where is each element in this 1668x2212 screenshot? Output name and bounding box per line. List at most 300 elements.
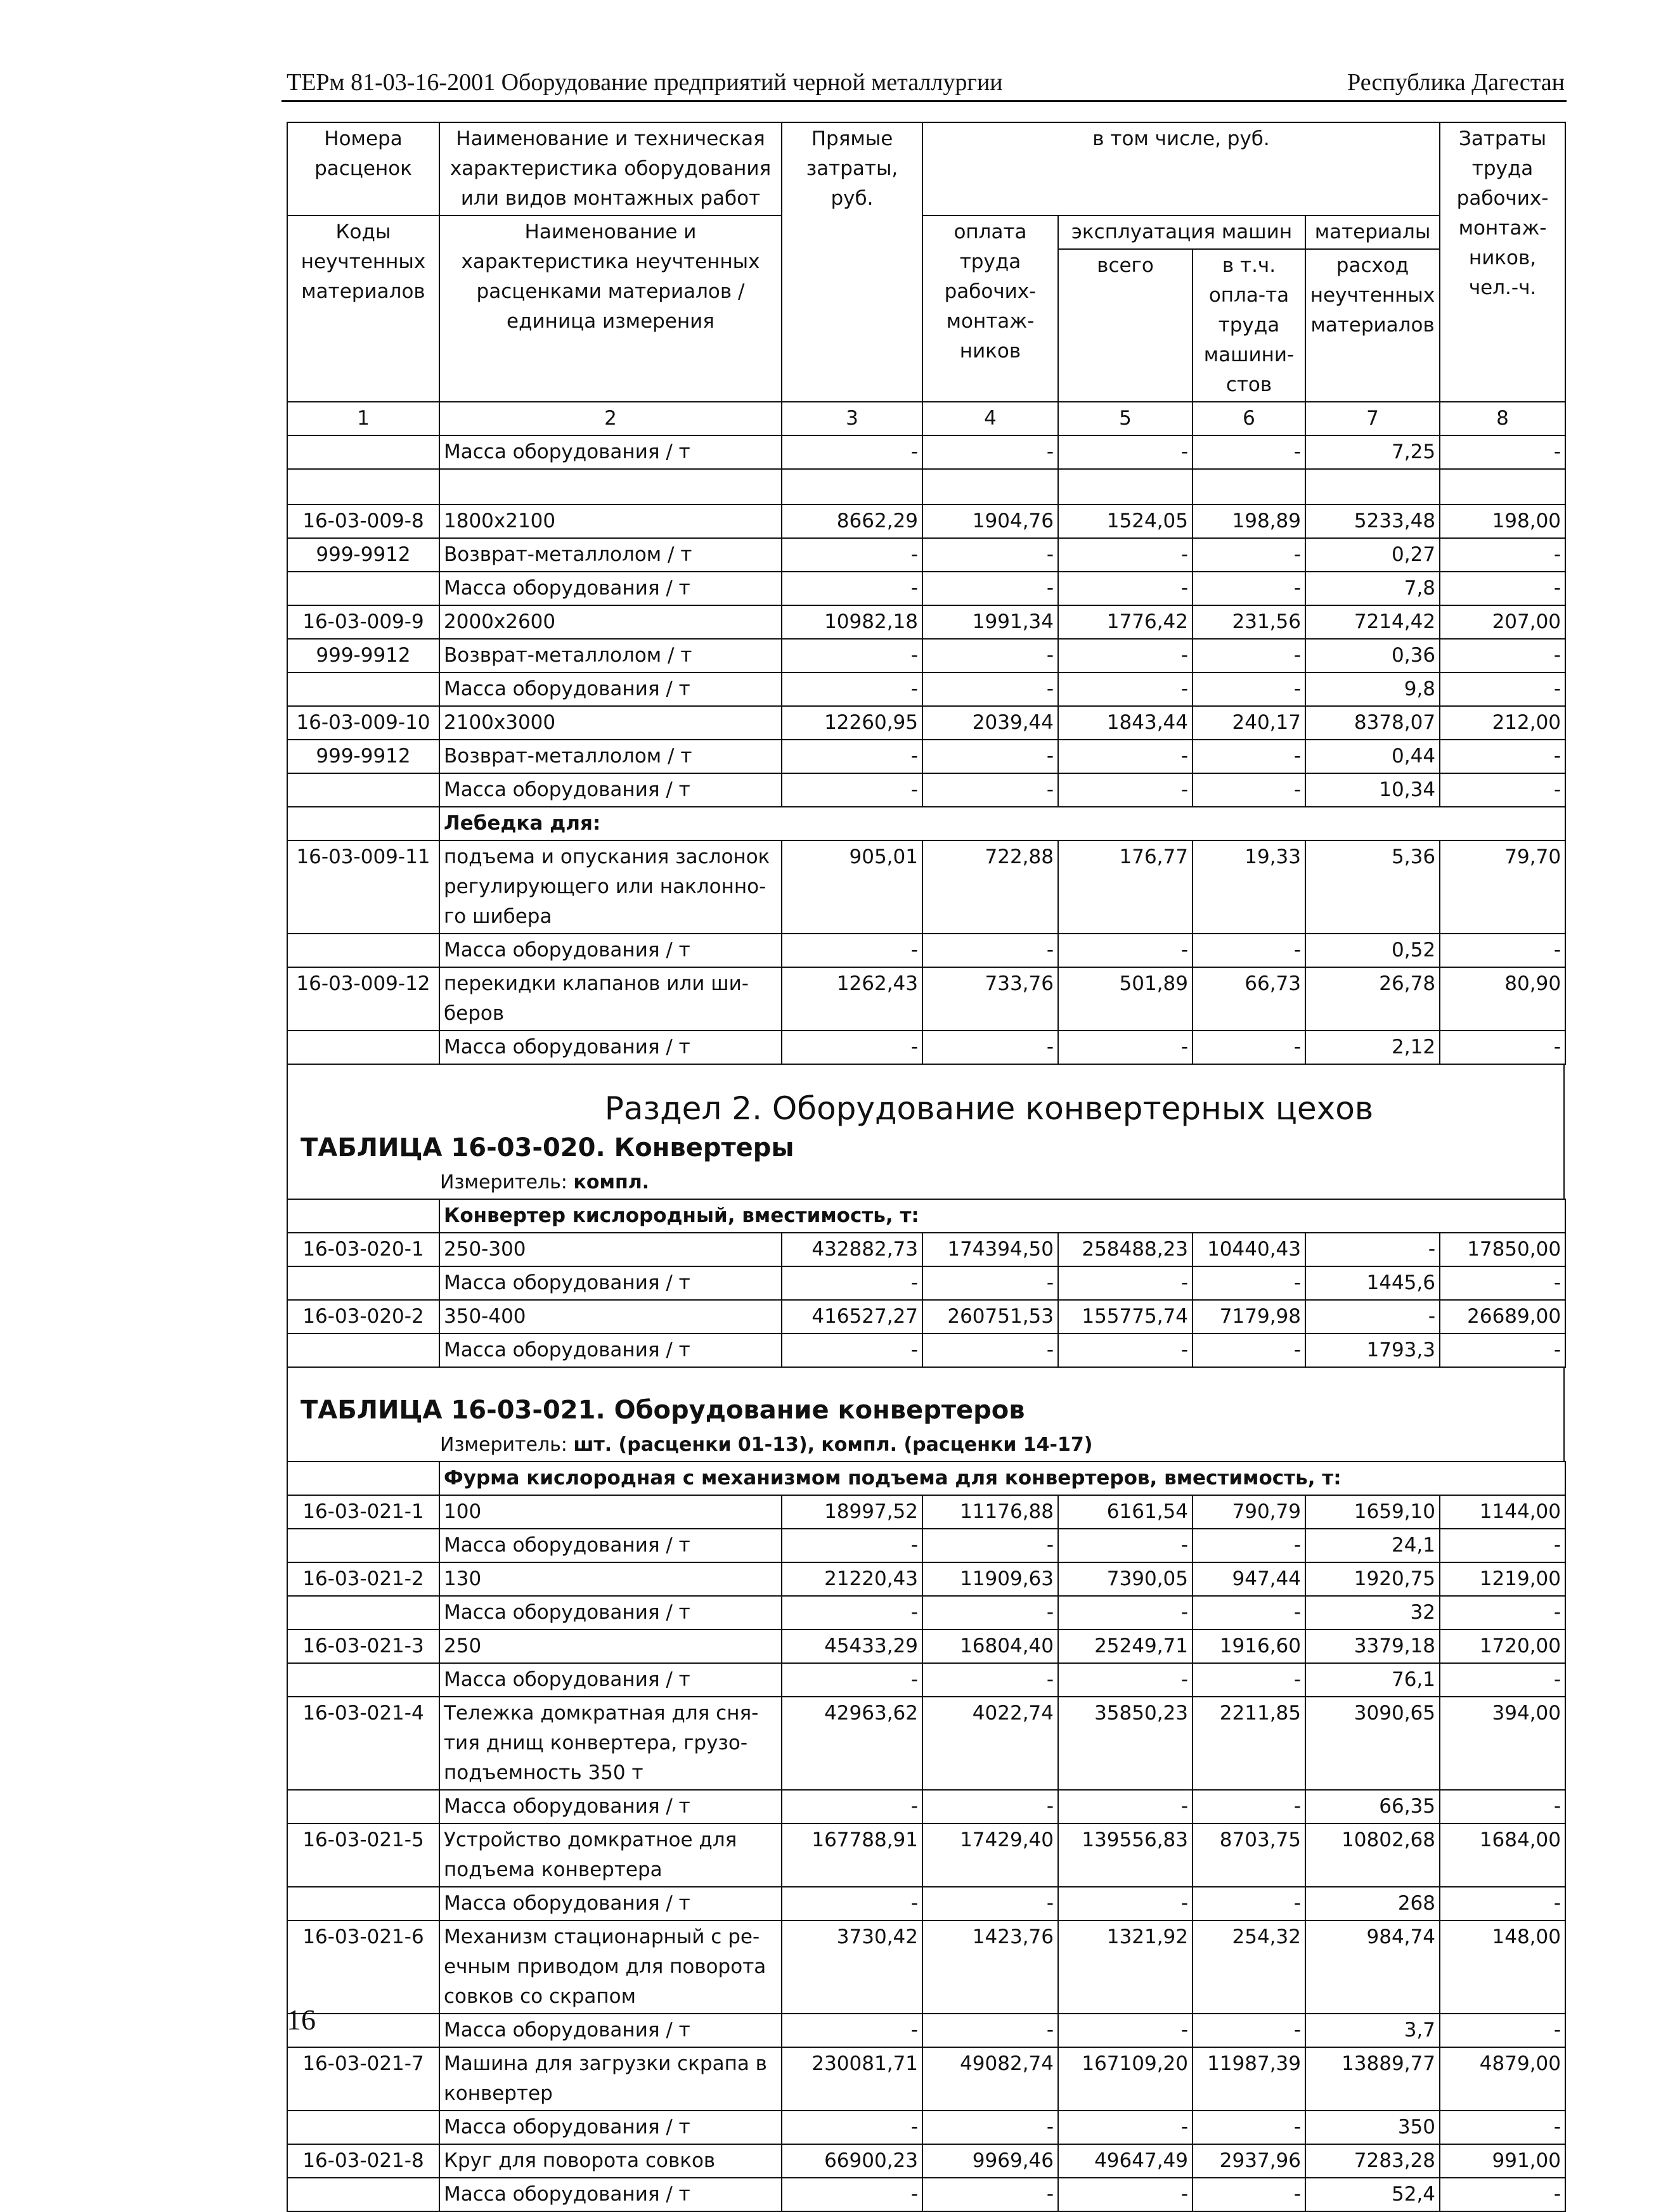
machine-total-value: - <box>1058 1596 1193 1630</box>
materials-value: 7283,28 <box>1305 2144 1440 2178</box>
item-name: Масса оборудования / т <box>439 435 782 469</box>
section-title: Раздел 2. Оборудование конвертерных цехов <box>604 1090 1374 1127</box>
labor-hours-value: - <box>1440 2014 1565 2047</box>
labor-pay-value: 733,76 <box>922 967 1058 1031</box>
header-row-1 <box>287 122 1565 215</box>
rate-code: 16-03-021-4 <box>287 1697 439 1790</box>
direct-costs-value: 8662,29 <box>782 505 922 538</box>
item-name: Механизм стационарный с ре- ечным приводом для поворота совков со скрапом <box>439 1920 782 2014</box>
labor-hours-value: - <box>1440 1596 1565 1630</box>
rate-code <box>287 1266 439 1300</box>
labor-hours-value: - <box>1440 934 1565 967</box>
header-direct-costs: Прямые затраты, руб. <box>782 122 922 402</box>
table-row <box>287 773 1565 807</box>
spacer-cell <box>1058 469 1193 505</box>
machine-labor-value: - <box>1193 934 1305 967</box>
rate-code: 999-9912 <box>287 639 439 672</box>
machine-labor-value: - <box>1193 1334 1305 1367</box>
machine-labor-value: 231,56 <box>1193 605 1305 639</box>
item-name: Масса оборудования / т <box>439 934 782 967</box>
subheading-text: Конвертер кислородный, вместимость, т: <box>439 1199 1565 1233</box>
labor-hours-value: - <box>1440 1529 1565 1562</box>
direct-costs-value: - <box>782 1266 922 1300</box>
item-name: 1800x2100 <box>439 505 782 538</box>
labor-pay-value: 11176,88 <box>922 1495 1058 1529</box>
table-row <box>287 572 1565 605</box>
machine-labor-value: 1916,60 <box>1193 1630 1305 1663</box>
item-name: 100 <box>439 1495 782 1529</box>
table-title-16-03-020: ТАБЛИЦА 16-03-020. Конвертеры <box>301 1133 794 1162</box>
direct-costs-value: 1262,43 <box>782 967 922 1031</box>
rate-code: 16-03-021-3 <box>287 1630 439 1663</box>
machine-labor-value: 66,73 <box>1193 967 1305 1031</box>
labor-pay-value: 11909,63 <box>922 1562 1058 1596</box>
header-machine-ops: эксплуатация машин <box>1058 215 1305 249</box>
rate-code <box>287 435 439 469</box>
header-name-equipment: Наименование и техническая характеристика оборудования или видов монтажных работ <box>439 122 782 215</box>
direct-costs-value: - <box>782 572 922 605</box>
labor-pay-value: 4022,74 <box>922 1697 1058 1790</box>
machine-labor-value: 11987,39 <box>1193 2047 1305 2111</box>
labor-hours-value: - <box>1440 1887 1565 1920</box>
item-name: Возврат-металлолом / т <box>439 740 782 773</box>
materials-value: 7214,42 <box>1305 605 1440 639</box>
labor-hours-value: - <box>1440 538 1565 572</box>
item-name: Масса оборудования / т <box>439 1334 782 1367</box>
labor-hours-value: 17850,00 <box>1440 1233 1565 1266</box>
direct-costs-value: 66900,23 <box>782 2144 922 2178</box>
labor-hours-value: 148,00 <box>1440 1920 1565 2014</box>
rate-code: 16-03-009-11 <box>287 840 439 934</box>
item-name: Масса оборудования / т <box>439 2014 782 2047</box>
labor-hours-value: - <box>1440 1663 1565 1697</box>
labor-hours-value: - <box>1440 740 1565 773</box>
column-number: 6 <box>1193 402 1305 435</box>
materials-value: 5233,48 <box>1305 505 1440 538</box>
labor-pay-value: - <box>922 435 1058 469</box>
machine-total-value: - <box>1058 435 1193 469</box>
header-rule <box>281 100 1567 102</box>
machine-total-value: - <box>1058 639 1193 672</box>
labor-pay-value: - <box>922 2178 1058 2211</box>
direct-costs-value: 905,01 <box>782 840 922 934</box>
labor-pay-value: 174394,50 <box>922 1233 1058 1266</box>
machine-total-value: 501,89 <box>1058 967 1193 1031</box>
item-name: Устройство домкратное для подъема конвертера <box>439 1823 782 1887</box>
rates-table-16-03-020 <box>287 1199 1566 1368</box>
machine-total-value: 35850,23 <box>1058 1697 1193 1790</box>
item-name: 2100x3000 <box>439 706 782 740</box>
table-row <box>287 1663 1565 1697</box>
materials-value: 13889,77 <box>1305 2047 1440 2111</box>
header-row-2 <box>287 215 1565 249</box>
rate-code <box>287 1529 439 1562</box>
labor-hours-value: - <box>1440 572 1565 605</box>
section-2-block <box>287 1065 1565 1199</box>
table-row <box>287 672 1565 706</box>
item-name: Машина для загрузки скрапа в конвертер <box>439 2047 782 2111</box>
direct-costs-value: 21220,43 <box>782 1562 922 1596</box>
table-row <box>287 1630 1565 1663</box>
subheading-code-cell <box>287 807 439 840</box>
spacer-cell <box>287 469 439 505</box>
item-name: 250-300 <box>439 1233 782 1266</box>
labor-pay-value: 17429,40 <box>922 1823 1058 1887</box>
column-number: 5 <box>1058 402 1193 435</box>
spacer-cell <box>1440 469 1565 505</box>
direct-costs-value: 45433,29 <box>782 1630 922 1663</box>
item-name: подъема и опускания заслонок регулирующего или наклонно- го шибера <box>439 840 782 934</box>
materials-value: 24,1 <box>1305 1529 1440 1562</box>
table-row <box>287 2144 1565 2178</box>
measure-value: компл. <box>573 1171 650 1193</box>
direct-costs-value: 12260,95 <box>782 706 922 740</box>
item-name: Возврат-металлолом / т <box>439 538 782 572</box>
rate-code <box>287 2178 439 2211</box>
region-label: Республика Дагестан <box>1347 69 1565 96</box>
machine-labor-value: 7179,98 <box>1193 1300 1305 1334</box>
table-21-block <box>287 1368 1565 1461</box>
header-machine-total: всего <box>1058 249 1193 402</box>
labor-pay-value: - <box>922 1031 1058 1064</box>
rates-table-head-and-top <box>287 122 1566 1065</box>
direct-costs-value: 10982,18 <box>782 605 922 639</box>
item-name: Масса оборудования / т <box>439 572 782 605</box>
table-row <box>287 706 1565 740</box>
table-row <box>287 1697 1565 1790</box>
subheading-text: Лебедка для: <box>439 807 1565 840</box>
rate-code <box>287 2111 439 2144</box>
column-number: 2 <box>439 402 782 435</box>
labor-hours-value: 1144,00 <box>1440 1495 1565 1529</box>
machine-labor-value: - <box>1193 572 1305 605</box>
machine-labor-value: - <box>1193 2014 1305 2047</box>
machine-labor-value: - <box>1193 1266 1305 1300</box>
labor-pay-value: - <box>922 2014 1058 2047</box>
header-machine-labor: в т.ч. опла-та труда машини-стов <box>1193 249 1305 402</box>
machine-labor-value: 19,33 <box>1193 840 1305 934</box>
rate-code: 16-03-021-1 <box>287 1495 439 1529</box>
rate-code <box>287 1790 439 1823</box>
labor-hours-value: 1219,00 <box>1440 1562 1565 1596</box>
machine-labor-value: 2211,85 <box>1193 1697 1305 1790</box>
labor-hours-value: - <box>1440 773 1565 807</box>
rate-code: 16-03-021-6 <box>287 1920 439 2014</box>
direct-costs-value: - <box>782 2178 922 2211</box>
machine-total-value: - <box>1058 672 1193 706</box>
labor-pay-value: - <box>922 1334 1058 1367</box>
item-name: Масса оборудования / т <box>439 672 782 706</box>
table-row <box>287 934 1565 967</box>
labor-hours-value: - <box>1440 435 1565 469</box>
materials-value: 10,34 <box>1305 773 1440 807</box>
labor-hours-value: 1720,00 <box>1440 1630 1565 1663</box>
machine-total-value: 25249,71 <box>1058 1630 1193 1663</box>
item-name: 350-400 <box>439 1300 782 1334</box>
column-number-row <box>287 402 1565 435</box>
machine-labor-value: - <box>1193 2178 1305 2211</box>
labor-pay-value: 2039,44 <box>922 706 1058 740</box>
machine-total-value: - <box>1058 1790 1193 1823</box>
materials-value: 5,36 <box>1305 840 1440 934</box>
direct-costs-value: 42963,62 <box>782 1697 922 1790</box>
rate-code: 16-03-020-1 <box>287 1233 439 1266</box>
direct-costs-value: - <box>782 672 922 706</box>
table-row <box>287 639 1565 672</box>
labor-pay-value: 1904,76 <box>922 505 1058 538</box>
direct-costs-value: - <box>782 1529 922 1562</box>
materials-value: 3090,65 <box>1305 1697 1440 1790</box>
materials-value: 3379,18 <box>1305 1630 1440 1663</box>
table-title-16-03-021: ТАБЛИЦА 16-03-021. Оборудование конвертеров <box>301 1396 1025 1425</box>
machine-total-value: 49647,49 <box>1058 2144 1193 2178</box>
table-row <box>287 605 1565 639</box>
materials-value: 52,4 <box>1305 2178 1440 2211</box>
table-row <box>287 1887 1565 1920</box>
item-name: Масса оборудования / т <box>439 1031 782 1064</box>
rate-code: 16-03-009-8 <box>287 505 439 538</box>
direct-costs-value: - <box>782 435 922 469</box>
machine-total-value: 1524,05 <box>1058 505 1193 538</box>
item-name: 250 <box>439 1630 782 1663</box>
rate-code <box>287 1663 439 1697</box>
machine-total-value: - <box>1058 934 1193 967</box>
labor-pay-value: 722,88 <box>922 840 1058 934</box>
table-row <box>287 1334 1565 1367</box>
labor-pay-value: - <box>922 538 1058 572</box>
item-name: Возврат-металлолом / т <box>439 639 782 672</box>
column-number: 1 <box>287 402 439 435</box>
labor-hours-value: - <box>1440 2111 1565 2144</box>
machine-labor-value: - <box>1193 639 1305 672</box>
table-row <box>287 740 1565 773</box>
materials-value: 350 <box>1305 2111 1440 2144</box>
labor-hours-value: 79,70 <box>1440 840 1565 934</box>
item-name: Масса оборудования / т <box>439 1790 782 1823</box>
table-row <box>287 2178 1565 2211</box>
materials-value: 1793,3 <box>1305 1334 1440 1367</box>
machine-labor-value: 947,44 <box>1193 1562 1305 1596</box>
machine-labor-value: - <box>1193 1529 1305 1562</box>
item-name: Масса оборудования / т <box>439 1596 782 1630</box>
table-row <box>287 967 1565 1031</box>
labor-hours-value: - <box>1440 672 1565 706</box>
table-row <box>287 1823 1565 1887</box>
rate-code <box>287 934 439 967</box>
direct-costs-value: 167788,91 <box>782 1823 922 1887</box>
subheading-row <box>287 807 1565 840</box>
direct-costs-value: - <box>782 1031 922 1064</box>
direct-costs-value: - <box>782 538 922 572</box>
machine-total-value: 167109,20 <box>1058 2047 1193 2111</box>
rate-code: 16-03-021-8 <box>287 2144 439 2178</box>
table-row <box>287 435 1565 469</box>
materials-value: 2,12 <box>1305 1031 1440 1064</box>
labor-hours-value: - <box>1440 1031 1565 1064</box>
materials-value: 9,8 <box>1305 672 1440 706</box>
labor-pay-value: - <box>922 639 1058 672</box>
rows-table-16-03-009 <box>287 435 1565 1064</box>
materials-value: 1920,75 <box>1305 1562 1440 1596</box>
machine-labor-value: - <box>1193 1596 1305 1630</box>
machine-total-value: - <box>1058 2178 1193 2211</box>
spacer-cell <box>1193 469 1305 505</box>
page-number: 16 <box>287 2003 316 2036</box>
rows-table-16-03-021 <box>287 1462 1565 2211</box>
labor-pay-value: - <box>922 572 1058 605</box>
labor-pay-value: - <box>922 1266 1058 1300</box>
rate-code: 16-03-021-2 <box>287 1562 439 1596</box>
direct-costs-value: 18997,52 <box>782 1495 922 1529</box>
spacer-cell <box>782 469 922 505</box>
subheading-text: Фурма кислородная с механизмом подъема для конвертеров, вместимость, т: <box>439 1462 1565 1495</box>
machine-labor-value: 198,89 <box>1193 505 1305 538</box>
spacer-cell <box>1305 469 1440 505</box>
labor-hours-value: - <box>1440 2178 1565 2211</box>
table-row <box>287 1920 1565 2014</box>
materials-value: 7,25 <box>1305 435 1440 469</box>
machine-labor-value: - <box>1193 1887 1305 1920</box>
direct-costs-value: - <box>782 2111 922 2144</box>
machine-labor-value: 8703,75 <box>1193 1823 1305 1887</box>
machine-labor-value: 2937,96 <box>1193 2144 1305 2178</box>
machine-total-value: - <box>1058 2014 1193 2047</box>
table-row <box>287 1031 1565 1064</box>
table-row <box>287 538 1565 572</box>
machine-labor-value: - <box>1193 1790 1305 1823</box>
materials-value: 268 <box>1305 1887 1440 1920</box>
labor-hours-value: 198,00 <box>1440 505 1565 538</box>
direct-costs-value: - <box>782 2014 922 2047</box>
table-row <box>287 2111 1565 2144</box>
machine-labor-value: - <box>1193 1663 1305 1697</box>
item-name: Масса оборудования / т <box>439 1663 782 1697</box>
machine-total-value: - <box>1058 1663 1193 1697</box>
item-name: Масса оборудования / т <box>439 2178 782 2211</box>
direct-costs-value: 416527,27 <box>782 1300 922 1334</box>
labor-pay-value: - <box>922 1887 1058 1920</box>
labor-pay-value: - <box>922 773 1058 807</box>
labor-pay-value: 1991,34 <box>922 605 1058 639</box>
column-number: 4 <box>922 402 1058 435</box>
rate-code: 16-03-009-9 <box>287 605 439 639</box>
labor-hours-value: - <box>1440 1334 1565 1367</box>
labor-hours-value: 4879,00 <box>1440 2047 1565 2111</box>
materials-value: 984,74 <box>1305 1920 1440 2014</box>
labor-pay-value: 16804,40 <box>922 1630 1058 1663</box>
item-name: Тележка домкратная для сня- тия днищ конвертера, грузо- подъемность 350 т <box>439 1697 782 1790</box>
item-name: Масса оборудования / т <box>439 1887 782 1920</box>
header-materials: материалы <box>1305 215 1440 249</box>
direct-costs-value: - <box>782 1790 922 1823</box>
materials-value: 10802,68 <box>1305 1823 1440 1887</box>
table-row <box>287 840 1565 934</box>
labor-pay-value: - <box>922 672 1058 706</box>
materials-value: - <box>1305 1233 1440 1266</box>
direct-costs-value: - <box>782 639 922 672</box>
header-labor-hours: Затраты труда рабочих-монтаж-ников, чел.-ч. <box>1440 122 1565 402</box>
materials-value: 1445,6 <box>1305 1266 1440 1300</box>
rate-code: 16-03-021-7 <box>287 2047 439 2111</box>
machine-total-value: - <box>1058 2111 1193 2144</box>
measure-label: Измеритель: <box>440 1171 567 1193</box>
labor-pay-value: 49082,74 <box>922 2047 1058 2111</box>
labor-pay-value: - <box>922 1790 1058 1823</box>
header-codes-materials: Коды неучтенных материалов <box>287 215 439 402</box>
machine-total-value: - <box>1058 1031 1193 1064</box>
machine-total-value: - <box>1058 773 1193 807</box>
materials-value: 3,7 <box>1305 2014 1440 2047</box>
machine-total-value: - <box>1058 538 1193 572</box>
direct-costs-value: - <box>782 934 922 967</box>
item-name: перекидки клапанов или ши- беров <box>439 967 782 1031</box>
spacer-cell <box>922 469 1058 505</box>
materials-value: 66,35 <box>1305 1790 1440 1823</box>
header-including: в том числе, руб. <box>922 122 1440 215</box>
machine-total-value: 1776,42 <box>1058 605 1193 639</box>
machine-total-value: - <box>1058 1334 1193 1367</box>
machine-total-value: - <box>1058 1529 1193 1562</box>
table-row <box>287 1790 1565 1823</box>
machine-total-value: 258488,23 <box>1058 1233 1193 1266</box>
materials-value: 7,8 <box>1305 572 1440 605</box>
labor-pay-value: - <box>922 2111 1058 2144</box>
machine-labor-value: 254,32 <box>1193 1920 1305 2014</box>
header-codes-rates: Номера расценок <box>287 122 439 215</box>
measure-line-16-03-021 <box>288 1430 1563 1461</box>
direct-costs-value: 230081,71 <box>782 2047 922 2111</box>
table-row <box>287 1495 1565 1529</box>
table-row <box>287 1529 1565 1562</box>
header-materials-unaccounted: расход неучтенных материалов <box>1305 249 1440 402</box>
materials-value: 0,44 <box>1305 740 1440 773</box>
subheading-code-cell <box>287 1462 439 1495</box>
table-row <box>287 2014 1565 2047</box>
measure-value: шт. (расценки 01-13), компл. (расценки 14-17) <box>573 1434 1093 1456</box>
machine-labor-value: - <box>1193 740 1305 773</box>
machine-total-value: 139556,83 <box>1058 1823 1193 1887</box>
labor-pay-value: - <box>922 1663 1058 1697</box>
machine-labor-value: - <box>1193 1031 1305 1064</box>
machine-total-value: - <box>1058 1266 1193 1300</box>
labor-pay-value: 9969,46 <box>922 2144 1058 2178</box>
machine-total-value: 1321,92 <box>1058 1920 1193 2014</box>
machine-total-value: 6161,54 <box>1058 1495 1193 1529</box>
table-row <box>287 1596 1565 1630</box>
rate-code: 999-9912 <box>287 538 439 572</box>
rate-code: 999-9912 <box>287 740 439 773</box>
direct-costs-value: 3730,42 <box>782 1920 922 2014</box>
materials-value: 32 <box>1305 1596 1440 1630</box>
subheading-row <box>287 1462 1565 1495</box>
item-name: Масса оборудования / т <box>439 2111 782 2144</box>
rate-code: 16-03-021-5 <box>287 1823 439 1887</box>
direct-costs-value: - <box>782 1334 922 1367</box>
price-sheet <box>287 122 1565 2212</box>
spacer-cell <box>439 469 782 505</box>
rate-code <box>287 572 439 605</box>
labor-hours-value: - <box>1440 639 1565 672</box>
machine-total-value: - <box>1058 1887 1193 1920</box>
labor-pay-value: - <box>922 740 1058 773</box>
machine-total-value: 1843,44 <box>1058 706 1193 740</box>
labor-hours-value: 1684,00 <box>1440 1823 1565 1887</box>
rate-code <box>287 1334 439 1367</box>
machine-labor-value: 240,17 <box>1193 706 1305 740</box>
table-row <box>287 1233 1565 1266</box>
labor-pay-value: - <box>922 1529 1058 1562</box>
labor-hours-value: 80,90 <box>1440 967 1565 1031</box>
